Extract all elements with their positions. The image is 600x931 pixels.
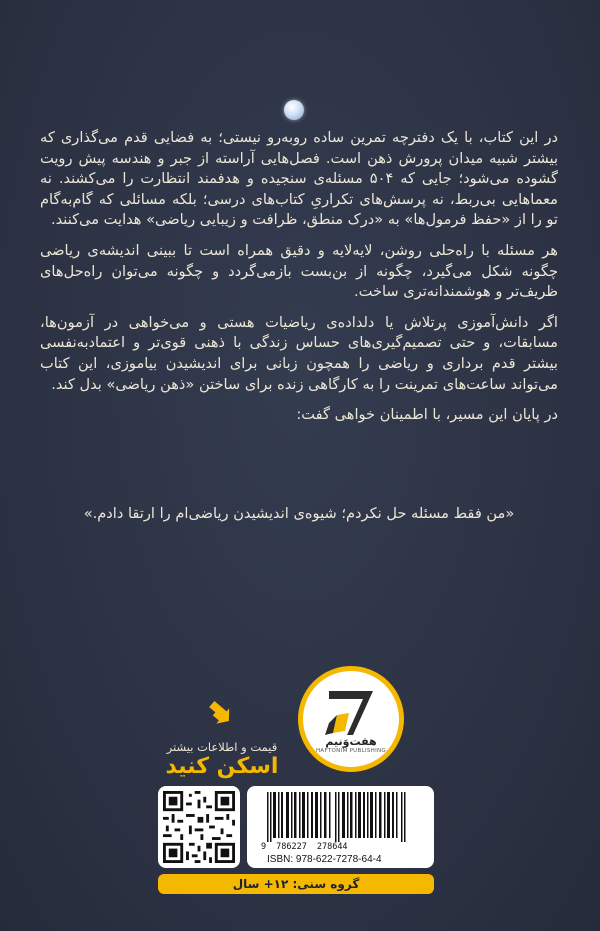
- age-group-badge: گروه سنی: ۱۲+ سال: [158, 874, 434, 894]
- publisher-logo: [298, 666, 404, 772]
- barcode-digits: [261, 842, 421, 852]
- scan-caption: قیمت و اطلاعات بیشتر: [166, 740, 278, 754]
- isbn-barcode: [247, 786, 434, 868]
- blurb-paragraph-4: در پایان این مسیر، با اطمینان خواهی گفت:: [296, 406, 558, 424]
- publisher-mark-icon: [323, 685, 379, 739]
- closing-quote: «من فقط مسئله حل نکردم؛ شیوه‌ی اندیشیدن ریاضی‌ام را ارتقا دادم.»: [83, 505, 515, 522]
- qr-code-icon: [163, 791, 235, 863]
- blurb-paragraph-3: اگر دانش‌آموزی پرتلاش یا دلداده‌ی ریاضیات هستی و می‌خواهی در آزمون‌ها، مسابقات، و حتی تصمیم‌گیری‌های حساس زندگی با ذهنی قوی‌تر و اعتمادبه‌نفسی بیشتر قدم برداری و ریاضی را همچون زبانی برای اندیشیدن بیاموزی، این کتاب می‌تواند ساعت‌های تمرینت را به کارگاهی زنده برای ساختن «ذهن ریاضی» بدل کند.: [40, 313, 558, 393]
- blurb-paragraph-1: در این کتاب، با یک دفترچه تمرین ساده روبه‌رو نیستی؛ به فضایی قدم می‌گذاری که بیشتر شبیه میدان پرورش ذهن است. فصل‌هایی آراسته از جبر و هندسه پیش رویت گشوده می‌شود؛ جایی که ۵۰۴ مسئله‌ی سنجیده و هدفمند انتظارت را می‌کشند. نه معماهایی بی‌ربط، نه پرسش‌های تکراریِ کتاب‌های درسی؛ بلکه مسائلی که گام‌به‌گام تو را از «حفظ فرمول‌ها» به «درک منطق، ظرافت و زیبایی ریاضی» هدایت می‌کنند.: [40, 129, 559, 229]
- ornament-dot: [284, 100, 304, 120]
- scan-title: اسکن کنید: [165, 754, 279, 779]
- publisher-name: هفت‌وَنیم: [325, 734, 377, 748]
- blurb-paragraph-2: هر مسئله با راه‌حلی روشن، لایه‌لایه و دقیق همراه است تا ببینی اندیشه‌ی ریاضی چگونه شکل می‌گیرد، چگونه از بن‌بست بازمی‌گردد و چگونه می‌توان راه‌حل‌های ظریف‌تر و هوشمندانه‌تری ساخت.: [40, 241, 558, 301]
- isbn-number: ISBN: 978-622-7278-64-4: [267, 854, 382, 865]
- arrow-icon: [202, 700, 232, 730]
- barcode-icon: [261, 792, 421, 842]
- qr-code[interactable]: [158, 786, 240, 868]
- barcode-digit-left: 786227: [276, 842, 307, 852]
- barcode-digit-lead: 9: [261, 842, 267, 852]
- blurb: [40, 128, 558, 436]
- scan-info: [156, 740, 288, 780]
- barcode-digit-right: 278644: [316, 842, 348, 852]
- publisher-subtitle: HAFTONIM PUBLISHING: [315, 747, 386, 754]
